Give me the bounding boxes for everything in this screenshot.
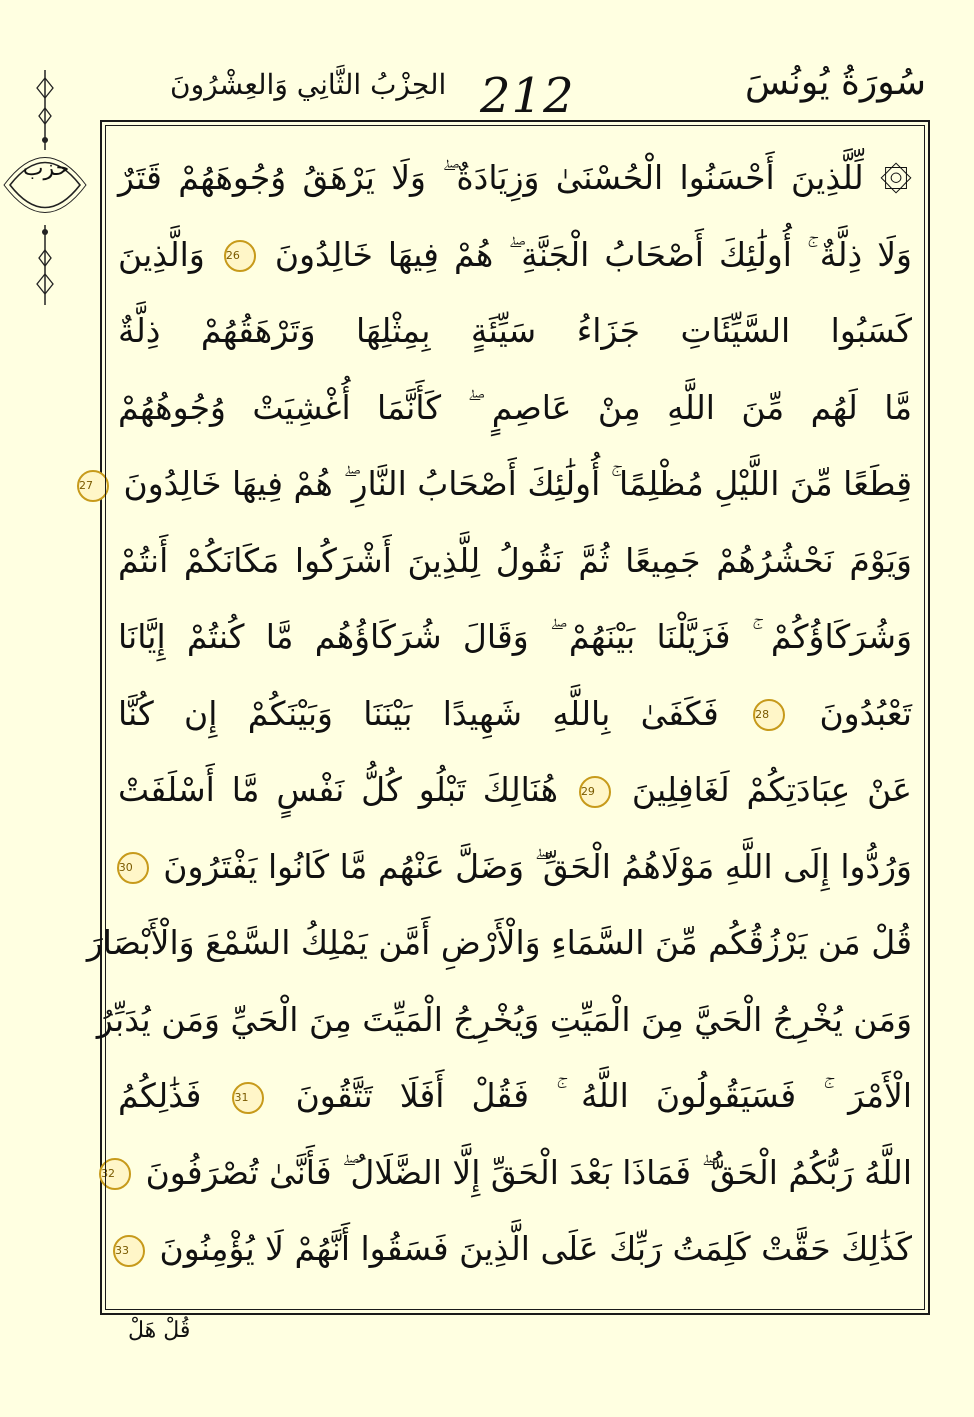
text-line — [86, 905, 912, 982]
verse-text: اللَّهُ رَبُّكُمُ الْحَقُّ ۖ فَمَاذَا بَعْدَ الْحَقِّ إِلَّا الضَّلَالُ ۖ فَأَنَّىٰ تُصْرَفُونَ — [145, 1152, 912, 1192]
verse-text: وَلَا ذِلَّةٌ ۚ أُولَٰئِكَ أَصْحَابُ الْجَنَّةِ ۖ هُمْ فِيهَا خَالِدُونَ — [274, 234, 912, 274]
hizb-ornament-icon — [0, 60, 96, 310]
verse-text: فَذَٰلِكُمُ — [118, 1076, 202, 1115]
verse-text: وَرُدُّوا إِلَى اللَّهِ مَوْلَاهُمُ الْحَقِّ ۖ وَضَلَّ عَنْهُم مَّا كَانُوا يَفْتَرُونَ — [163, 846, 912, 886]
ayah-number-marker: 26 — [224, 240, 256, 272]
text-line — [118, 293, 912, 370]
ayah-number-marker: 33 — [113, 1235, 145, 1267]
ayah-number-marker: 27 — [77, 470, 109, 502]
verse-text: كَسَبُوا السَّيِّئَاتِ جَزَاءُ سَيِّئَةٍ بِمِثْلِهَا وَتَرْهَقُهُمْ ذِلَّةٌ — [118, 311, 912, 350]
verse-text: وَمَن يُخْرِجُ الْحَيَّ مِنَ الْمَيِّتِ وَيُخْرِجُ الْمَيِّتَ مِنَ الْحَيِّ وَمَن يُدَبِّرُ — [96, 999, 912, 1039]
text-frame — [78, 120, 930, 1315]
text-line — [118, 752, 912, 829]
page-number: 212 — [480, 68, 575, 124]
verse-text: هُنَالِكَ تَبْلُو كُلُّ نَفْسٍ مَّا أَسْلَفَتْ — [118, 770, 559, 809]
text-line — [118, 829, 912, 906]
verse-text: الْأَمْرَ ۚ فَسَيَقُولُونَ اللَّهُ ۚ فَقُلْ أَفَلَا تَتَّقُونَ — [295, 1076, 912, 1115]
verse-text: وَيَوْمَ نَحْشُرُهُمْ جَمِيعًا ثُمَّ نَقُولُ لِلَّذِينَ أَشْرَكُوا مَكَانَكُمْ أَنتُمْ — [118, 540, 912, 580]
surah-name: سُورَةُ يُونُسَ — [745, 62, 926, 103]
text-line — [118, 1058, 912, 1135]
hizb-label: حزب — [22, 156, 70, 181]
verse-text: قِطَعًا مِّنَ اللَّيْلِ مُظْلِمًا ۚ أُولَٰئِكَ أَصْحَابُ النَّارِ ۖ هُمْ فِيهَا خَالِدُونَ — [123, 464, 912, 503]
verse-text: عَنْ عِبَادَتِكُمْ لَغَافِلِينَ — [631, 770, 912, 809]
page-header — [100, 62, 930, 124]
hizb-title: الحِزْبُ الثَّانِي وَالعِشْرُونَ — [170, 68, 447, 101]
text-line — [118, 140, 912, 217]
text-line — [101, 1135, 912, 1212]
text-line — [118, 599, 912, 676]
verse-text: فَكَفَىٰ بِاللَّهِ شَهِيدًا بَيْنَنَا وَبَيْنَكُمْ إِن كُنَّا — [118, 693, 719, 733]
ayah-number-marker: 29 — [579, 776, 611, 808]
text-line — [118, 370, 912, 447]
ayah-number-marker: 30 — [117, 852, 149, 884]
text-line — [118, 217, 912, 294]
verse-text: قُلْ مَن يَرْزُقُكُم مِّنَ السَّمَاءِ وَالْأَرْضِ أَمَّن يَمْلِكُ السَّمْعَ وَالْأَبْصَارَ — [86, 923, 912, 962]
verse-text: وَشُرَكَاؤُكُمْ ۚ فَزَيَّلْنَا بَيْنَهُمْ ۖ وَقَالَ شُرَكَاؤُهُم مَّا كُنتُمْ إِيَّانَا — [118, 617, 912, 656]
text-line — [118, 523, 912, 600]
verse-text: كَذَٰلِكَ حَقَّتْ كَلِمَتُ رَبِّكَ عَلَى الَّذِينَ فَسَقُوا أَنَّهُمْ لَا يُؤْمِنُونَ — [159, 1229, 912, 1268]
text-line — [118, 676, 912, 753]
text-line — [115, 1211, 912, 1288]
catchword: قُلْ هَلْ — [128, 1318, 191, 1343]
verse-text: مَّا لَهُم مِّنَ اللَّهِ مِنْ عَاصِمٍ ۖ كَأَنَّمَا أُغْشِيَتْ وُجُوهُهُمْ — [118, 387, 912, 427]
ayah-number-marker: 28 — [753, 699, 785, 731]
text-line — [78, 446, 912, 523]
verse-text: ۞ لِّلَّذِينَ أَحْسَنُوا الْحُسْنَىٰ وَزِيَادَةٌ ۖ وَلَا يَرْهَقُ وُجُوهَهُمْ قَتَرٌ — [118, 158, 912, 197]
verse-lines — [78, 140, 912, 1288]
ayah-number-marker: 31 — [232, 1082, 264, 1114]
verse-text: وَالَّذِينَ — [118, 234, 205, 274]
ayah-number-marker: 32 — [99, 1158, 131, 1190]
verse-text: تَعْبُدُونَ — [819, 693, 912, 733]
text-line — [96, 982, 912, 1059]
